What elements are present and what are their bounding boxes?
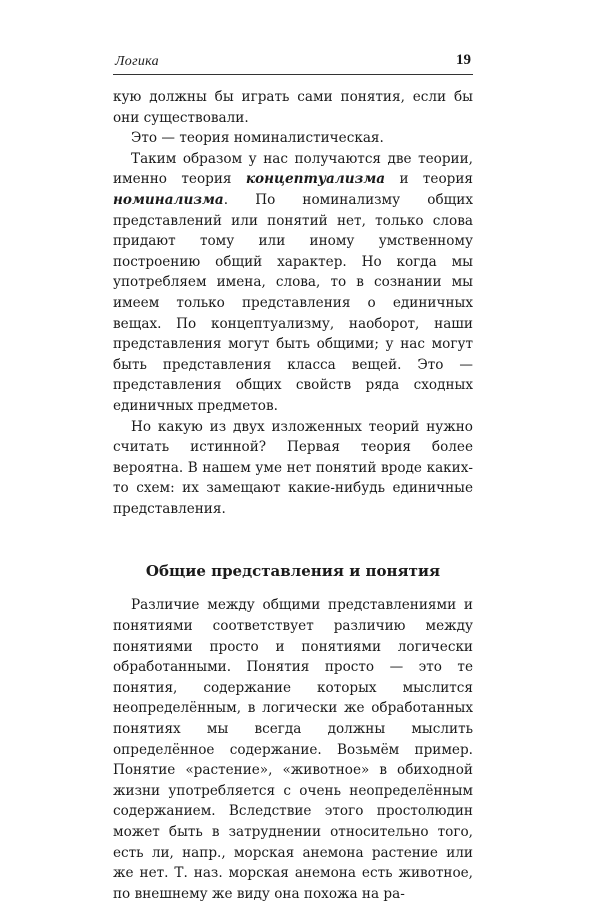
section-heading: Общие представления и понятия — [145, 562, 441, 581]
running-head — [113, 52, 473, 75]
term-nominalism: номинализма — [113, 191, 224, 208]
page-number: 19 — [456, 52, 471, 68]
paragraph-continuation: кую должны бы играть сами понятия, если бы они существовали. — [113, 89, 473, 126]
paragraph-nominalism-note: Это — теория номиналистическая. — [131, 130, 384, 147]
text-span: . По номинализму общих представлений или понятий нет, только слова придают тому или иному умственному построению общий характер. Но когда мы употребляем имена, слова, то в сознании мы имеем только представления о единичных вещах. По концептуализму, наоборот, наши представления могут быть общими; у нас могут быть представления класса вещей. Это — представления общих свойств ряда сходных единичных предметов. — [113, 191, 473, 414]
body-text — [113, 87, 473, 519]
term-conceptualism: концептуализма — [245, 171, 386, 188]
paragraph-which-theory: Но какую из двух изложенных теорий нужно считать истинной? Первая теория более вероятна. В нашем уме нет понятий вроде каких-то схем: их замещают какие-нибудь единичные представления. — [113, 418, 473, 517]
running-title: Логика — [115, 54, 159, 69]
book-page — [113, 52, 473, 904]
text-span: Таким образом у нас получаются две теории, именно теория — [113, 150, 473, 188]
text-span: и теория — [385, 171, 473, 188]
paragraph-two-theories — [113, 149, 473, 417]
paragraph-general-ideas: Различие между общими представлениями и понятиями соответствует различию между понятиями просто и понятиями логически обработанными. Понятия просто — это те понятия, содержание которых мыслится неопределённым, в логически же обработанных понятиях мы всегда должны мыслить определённое содержание. Возьмём пример. Понятие «растение», «животное» в обиходной жизни употребляется с очень неопределённым содержанием. Вследствие этого простолюдин может быть в затруднении относительно того, есть ли, напр., морская анемона растение или же нет. Т. наз. морская анемона есть животное, по внешнему же виду она похожа на ра- — [113, 597, 473, 902]
